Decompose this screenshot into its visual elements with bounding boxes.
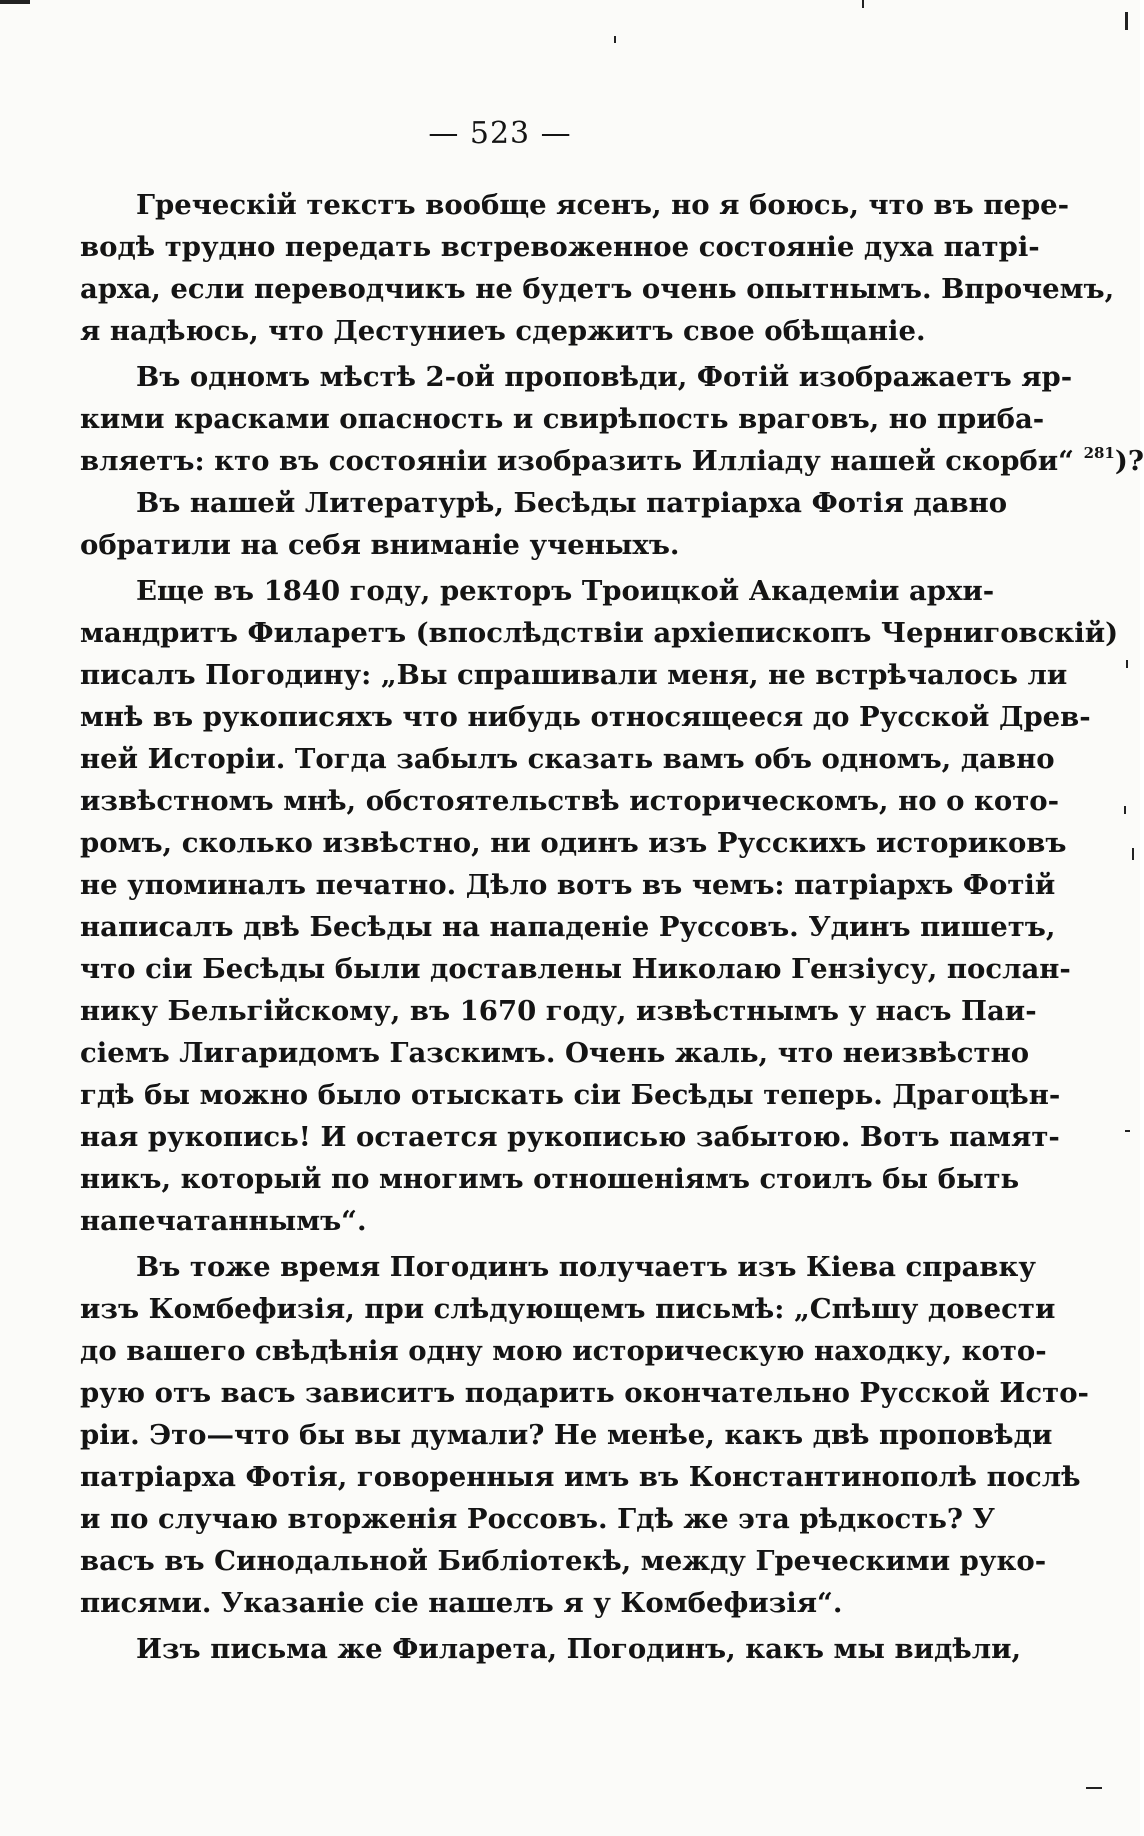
scan-speck (1132, 848, 1134, 860)
scan-speck (0, 0, 30, 4)
text-line: Греческій текстъ вообще ясенъ, но я боюсь, что въ пере- (136, 189, 1070, 221)
text-line: Въ нашей Литературѣ, Бесѣды патріарха Фотія давно (136, 487, 1008, 519)
scan-speck (614, 36, 616, 43)
scan-speck (1126, 660, 1128, 668)
text-line: нику Бельгійскому, въ 1670 году, извѣстнымъ у насъ Паи- (80, 995, 1037, 1027)
text-line: гдѣ бы можно было отыскать сіи Бесѣды теперь. Драгоцѣн- (80, 1079, 1061, 1111)
text-line: напечатаннымъ“. (80, 1205, 367, 1237)
scan-speck (862, 0, 864, 8)
text-line: водѣ трудно передать встревоженное состояніе духа патрі- (80, 231, 1040, 263)
text-line: васъ въ Синодальной Библіотекѣ, между Греческими руко- (80, 1545, 1047, 1577)
text-line: изъ Комбефизія, при слѣдующемъ письмѣ: „Спѣшу довести (80, 1293, 1056, 1325)
scan-speck (1125, 1130, 1130, 1132)
body-text (80, 184, 1144, 1670)
text-line: написалъ двѣ Бесѣды на нападеніе Руссовъ. Удинъ пишетъ, (80, 911, 1056, 943)
text-line: вляетъ: кто въ состояніи изобразить Илліаду нашей скорби“ (80, 445, 1074, 477)
text-line: писями. Указаніе сіе нашелъ я у Комбефизія“. (80, 1587, 843, 1619)
text-line: что сіи Бесѣды были доставлены Николаю Гензіусу, послан- (80, 953, 1071, 985)
text-line: извѣстномъ мнѣ, обстоятельствѣ историческомъ, но о кото- (80, 785, 1060, 817)
footnote-reference: 281 (1083, 444, 1115, 462)
text-line: ней Исторіи. Тогда забылъ сказать вамъ объ одномъ, давно (80, 743, 1055, 775)
text-line: и по случаю вторженія Россовъ. Гдѣ же эта рѣдкость? У (80, 1503, 995, 1535)
text-line: мандритъ Филаретъ (впослѣдствіи архіепископъ Черниговскій) (80, 617, 1119, 649)
text-line: мнѣ въ рукописяхъ что нибудь относящееся до Русской Древ- (80, 701, 1091, 733)
text-line: сіемъ Лигаридомъ Газскимъ. Очень жаль, что неизвѣстно (80, 1037, 1030, 1069)
text-line: никъ, который по многимъ отношеніямъ стоилъ бы быть (80, 1163, 1020, 1195)
text-line: я надѣюсь, что Дестуниеъ сдержитъ свое обѣщаніе. (80, 315, 926, 347)
text-line: арха, если переводчикъ не будетъ очень опытнымъ. Впрочемъ, (80, 273, 1115, 305)
text-line: не упоминалъ печатно. Дѣло вотъ въ чемъ: патріархъ Фотій (80, 869, 1056, 901)
scan-speck (1086, 1787, 1102, 1789)
scan-speck (1125, 12, 1128, 30)
page-number: — 523 — (428, 116, 572, 151)
text-line: до вашего свѣдѣнія одну мою историческую находку, кото- (80, 1335, 1047, 1367)
text-line: Еще въ 1840 году, ректоръ Троицкой Академіи архи- (136, 575, 995, 607)
text-line: Въ тоже время Погодинъ получаетъ изъ Кіева справку (136, 1251, 1036, 1283)
text-line: патріарха Фотія, говоренныя имъ въ Константинополѣ послѣ (80, 1461, 1081, 1493)
text-line: ромъ, сколько извѣстно, ни одинъ изъ Русскихъ историковъ (80, 827, 1067, 859)
text-line: писалъ Погодину: „Вы спрашивали меня, не встрѣчалось ли (80, 659, 1068, 691)
text-line: обратили на себя вниманіе ученыхъ. (80, 529, 680, 561)
text-line-with-footnote (80, 440, 1144, 482)
text-line: Въ одномъ мѣстѣ 2-ой проповѣди, Фотій изображаетъ яр- (136, 361, 1073, 393)
footnote-close: )? (1114, 445, 1144, 477)
text-line: Изъ письма же Филарета, Погодинъ, какъ мы видѣли, (136, 1633, 1022, 1665)
text-line: ріи. Это—что бы вы думали? Не менѣе, какъ двѣ проповѣди (80, 1419, 1053, 1451)
scan-speck (1124, 806, 1126, 814)
text-line: рую отъ васъ зависитъ подарить окончательно Русской Исто- (80, 1377, 1089, 1409)
text-line: кими красками опасность и свирѣпость враговъ, но прибa- (80, 403, 1045, 435)
text-line: ная рукопись! И остается рукописью забытою. Вотъ памят- (80, 1121, 1060, 1153)
